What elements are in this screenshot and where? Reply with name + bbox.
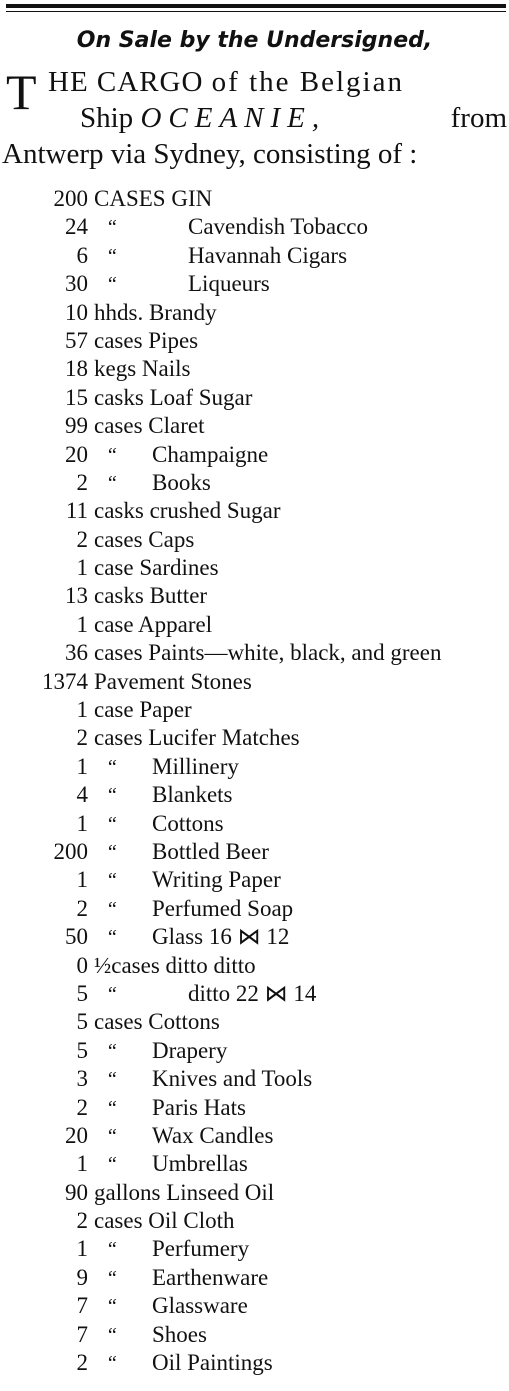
ditto-mark: “: [106, 812, 118, 835]
cargo-item: [0, 526, 509, 554]
cargo-item: [0, 497, 509, 525]
cargo-item-description: ditto 22 ⋈ 14: [188, 980, 317, 1006]
cargo-item-description: Glassware: [152, 1293, 248, 1319]
cargo-item: [0, 1207, 509, 1235]
intro-ship-word: Ship: [80, 102, 134, 134]
cargo-item: [0, 753, 509, 781]
drop-cap: T: [6, 64, 37, 120]
cargo-item-description: Champaigne: [152, 441, 269, 467]
cargo-item-quantity: 2: [76, 526, 88, 552]
cargo-item: [0, 185, 509, 213]
cargo-item: [0, 412, 509, 440]
ditto-mark: “: [106, 1124, 118, 1147]
cargo-item-quantity: 1: [76, 555, 88, 581]
cargo-item-description: Perfumed Soap: [152, 895, 294, 921]
advertisement-heading: On Sale by the Undersigned,: [76, 28, 433, 53]
cargo-item-description: Bottled Beer: [152, 838, 269, 864]
cargo-item-description: Liqueurs: [188, 271, 270, 297]
ditto-mark: “: [106, 784, 118, 807]
ditto-mark: “: [106, 1153, 118, 1176]
cargo-item-quantity: 0: [76, 952, 88, 978]
cargo-item-quantity: 1: [76, 753, 88, 779]
cargo-item: [0, 1037, 509, 1065]
cargo-item-quantity: 18: [65, 356, 88, 382]
cargo-item-quantity: 1: [76, 697, 88, 723]
cargo-item-description: cases Pipes: [94, 327, 199, 353]
cargo-item-quantity: 36: [65, 640, 88, 666]
cargo-item: [0, 1292, 509, 1320]
ditto-mark: “: [106, 982, 118, 1005]
cargo-item-quantity: 99: [65, 413, 88, 439]
ditto-mark: “: [106, 1295, 118, 1318]
cargo-item-description: casks crushed Sugar: [94, 498, 281, 524]
cargo-item-description: Cavendish Tobacco: [188, 214, 369, 240]
cargo-item-quantity: 10: [65, 299, 88, 325]
cargo-item: [0, 668, 509, 696]
intro-line-1-rest: of the Belgian: [211, 66, 404, 98]
cargo-item: [0, 838, 509, 866]
cargo-item-description: Millinery: [152, 753, 239, 779]
cargo-item-description: Wax Candles: [152, 1122, 274, 1148]
cargo-item-quantity: 20: [65, 1122, 88, 1148]
cargo-item: [0, 810, 509, 838]
cargo-item: [0, 952, 509, 980]
cargo-item-quantity: 200: [53, 838, 88, 864]
ditto-mark: “: [106, 471, 118, 494]
cargo-item-quantity: 3: [76, 1066, 88, 1092]
cargo-item-quantity: 13: [65, 583, 88, 609]
cargo-item-description: cases Oil Cloth: [94, 1208, 235, 1234]
ditto-mark: “: [106, 897, 118, 920]
ditto-mark: “: [106, 216, 118, 239]
cargo-item: [0, 1235, 509, 1263]
cargo-item: [0, 1150, 509, 1178]
cargo-item: [0, 724, 509, 752]
top-rule-thick: [6, 4, 506, 8]
cargo-item-quantity: 2: [76, 1094, 88, 1120]
cargo-item-quantity: 11: [65, 498, 88, 524]
intro-line-2: [80, 102, 509, 135]
cargo-item: [0, 1122, 509, 1150]
cargo-item-description: Perfumery: [152, 1236, 250, 1262]
cargo-item: [0, 242, 509, 270]
ditto-mark: “: [106, 755, 118, 778]
cargo-item-description: Pavement Stones: [94, 668, 252, 694]
cargo-item-quantity: 30: [65, 271, 88, 297]
cargo-item-quantity: 57: [65, 327, 88, 353]
cargo-item: [0, 980, 509, 1008]
ditto-mark: “: [106, 443, 118, 466]
ditto-mark: “: [106, 1096, 118, 1119]
intro-line-1-cargo: HE CARGO: [48, 66, 204, 98]
cargo-item-description: cases Cottons: [94, 1009, 220, 1035]
cargo-item: [0, 1321, 509, 1349]
cargo-item-quantity: 1: [76, 810, 88, 836]
intro-line-3: Antwerp via Sydney, consisting of :: [2, 138, 418, 170]
cargo-item: [0, 1094, 509, 1122]
cargo-item-description: Umbrellas: [152, 1151, 248, 1177]
cargo-item-description: Glass 16 ⋈ 12: [152, 924, 290, 950]
cargo-list: [0, 185, 509, 1377]
cargo-item-quantity: 5: [76, 1037, 88, 1063]
cargo-item: [0, 866, 509, 894]
cargo-item-quantity: 1: [76, 611, 88, 637]
cargo-item-quantity: 9: [76, 1264, 88, 1290]
ditto-mark: “: [106, 1352, 118, 1375]
cargo-item-description: Drapery: [152, 1037, 228, 1063]
cargo-item-quantity: 1: [76, 1151, 88, 1177]
intro-line-1: [48, 66, 509, 99]
ditto-mark: “: [106, 926, 118, 949]
cargo-item-quantity: 20: [65, 441, 88, 467]
cargo-item-description: CASES GIN: [94, 186, 213, 211]
cargo-item-quantity: 200: [53, 186, 88, 211]
cargo-item: [0, 1179, 509, 1207]
cargo-item-description: kegs Nails: [94, 356, 191, 382]
cargo-item-quantity: 5: [76, 980, 88, 1006]
cargo-item-description: Havannah Cigars: [188, 242, 348, 268]
cargo-item-quantity: 2: [76, 469, 88, 495]
cargo-item-description: Oil Paintings: [152, 1350, 273, 1376]
cargo-item-quantity: 1: [76, 867, 88, 893]
cargo-item-quantity: 15: [65, 384, 88, 410]
cargo-item-description: casks Loaf Sugar: [94, 384, 253, 410]
ship-name: OCEANIE,: [140, 102, 327, 134]
cargo-item-description: Writing Paper: [152, 867, 281, 893]
cargo-item: [0, 355, 509, 383]
cargo-item-quantity: 1374: [42, 668, 88, 694]
cargo-item: [0, 327, 509, 355]
cargo-item-description: hhds. Brandy: [94, 299, 217, 325]
cargo-item-description: Knives and Tools: [152, 1066, 313, 1092]
cargo-item-description: Cottons: [152, 810, 224, 836]
cargo-item-description: case Sardines: [94, 555, 219, 581]
cargo-item-quantity: 2: [76, 1208, 88, 1234]
cargo-item-quantity: 24: [65, 214, 88, 240]
ditto-mark: “: [106, 1238, 118, 1261]
cargo-item: [0, 299, 509, 327]
ditto-mark: “: [106, 840, 118, 863]
cargo-item: [0, 469, 509, 497]
cargo-item-quantity: 2: [76, 895, 88, 921]
cargo-item-quantity: 2: [76, 1350, 88, 1376]
ditto-mark: “: [106, 273, 118, 296]
cargo-item-description: cases Lucifer Matches: [94, 725, 300, 751]
cargo-item-quantity: 5: [76, 1009, 88, 1035]
cargo-item-quantity: 7: [76, 1293, 88, 1319]
ditto-mark: “: [106, 1266, 118, 1289]
cargo-item-description: Shoes: [152, 1321, 207, 1347]
cargo-item-quantity: 90: [65, 1179, 88, 1205]
intro-from: from: [450, 102, 507, 134]
cargo-item: [0, 611, 509, 639]
ditto-mark: “: [106, 1323, 118, 1346]
cargo-item-description: Books: [152, 469, 211, 495]
cargo-item: [0, 923, 509, 951]
cargo-item: [0, 696, 509, 724]
cargo-item: [0, 639, 509, 667]
cargo-item-description: ½cases ditto ditto: [94, 952, 256, 978]
cargo-item: [0, 441, 509, 469]
ditto-mark: “: [106, 869, 118, 892]
cargo-item-quantity: 7: [76, 1321, 88, 1347]
cargo-item-description: cases Claret: [94, 413, 205, 439]
ditto-mark: “: [106, 244, 118, 267]
cargo-item-quantity: 1: [76, 1236, 88, 1262]
cargo-item-quantity: 4: [76, 782, 88, 808]
cargo-item-description: cases Paints—white, black, and green: [94, 640, 442, 666]
cargo-item: [0, 895, 509, 923]
cargo-item-quantity: 6: [76, 242, 88, 268]
cargo-item-description: Paris Hats: [152, 1094, 246, 1120]
top-rule-thin: [6, 11, 506, 12]
cargo-item-description: case Paper: [94, 697, 192, 723]
cargo-item: [0, 1264, 509, 1292]
cargo-item: [0, 582, 509, 610]
cargo-item-description: gallons Linseed Oil: [94, 1179, 275, 1205]
cargo-item-quantity: 2: [76, 725, 88, 751]
cargo-item: [0, 213, 509, 241]
cargo-item: [0, 1349, 509, 1377]
cargo-item: [0, 270, 509, 298]
cargo-item: [0, 1008, 509, 1036]
ditto-mark: “: [106, 1039, 118, 1062]
cargo-item: [0, 384, 509, 412]
cargo-item-description: casks Butter: [94, 583, 208, 609]
cargo-item: [0, 781, 509, 809]
cargo-item-quantity: 50: [65, 924, 88, 950]
cargo-item-description: Earthenware: [152, 1264, 269, 1290]
cargo-item: [0, 554, 509, 582]
cargo-item: [0, 1065, 509, 1093]
cargo-item-description: case Apparel: [94, 611, 213, 637]
ditto-mark: “: [106, 1068, 118, 1091]
cargo-item-description: cases Caps: [94, 526, 195, 552]
cargo-item-description: Blankets: [152, 782, 233, 808]
